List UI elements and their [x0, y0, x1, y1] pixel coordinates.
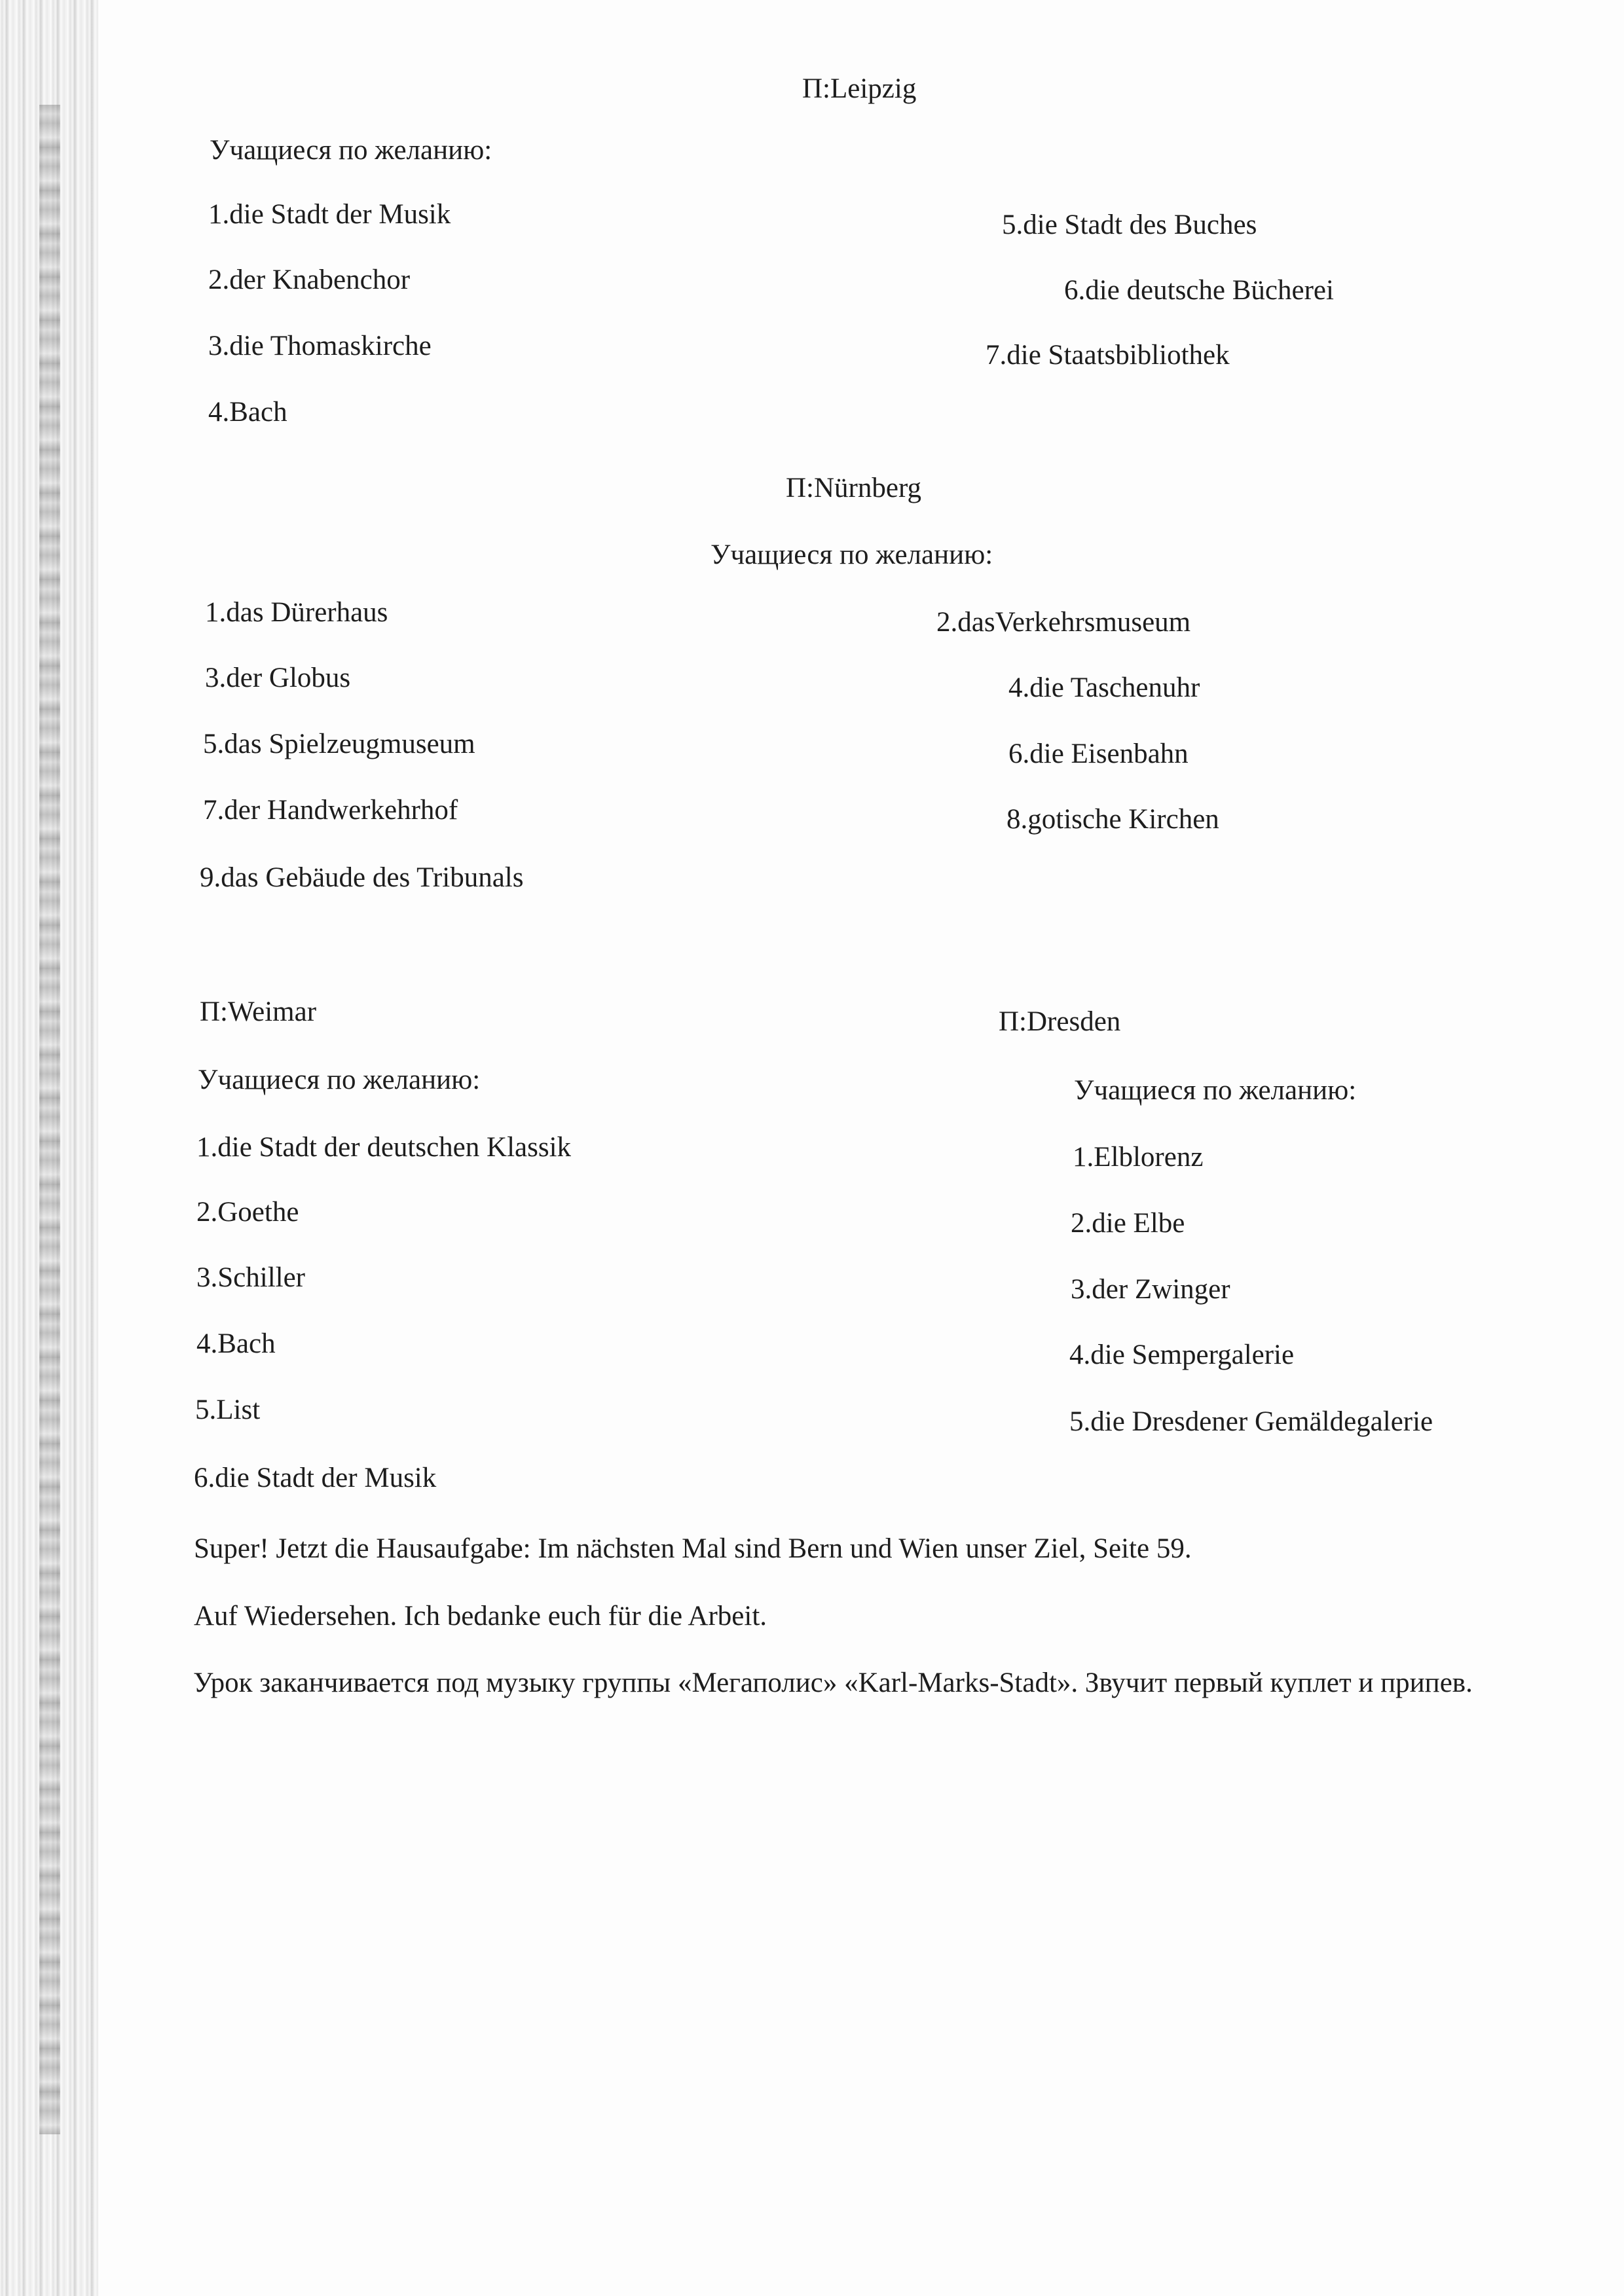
leipzig-item-5: 5.die Stadt des Buches [1002, 210, 1257, 240]
leipzig-item-4: 4.Bach [208, 397, 287, 428]
leipzig-item-2: 2.der Knabenchor [208, 264, 411, 295]
scan-edge-streak [39, 105, 60, 2134]
music-note-paragraph: Урок заканчивается под музыку группы «Мегаполис» «Karl-Marks-Stadt». Звучит первый куплет и припев. [193, 1667, 1473, 1698]
nuernberg-item-5: 5.das Spielzeugmuseum [203, 729, 475, 759]
nuernberg-item-7: 7.der Handwerkehrhof [203, 795, 458, 826]
weimar-item-2: 2.Goethe [196, 1197, 299, 1228]
dresden-title: П:Dresden [999, 1006, 1121, 1037]
nuernberg-item-9: 9.das Gebäude des Tribunals [200, 862, 524, 893]
nuernberg-item-2: 2.dasVerkehrsmuseum [936, 607, 1191, 638]
farewell-text: Auf Wiedersehen. Ich bedanke euch für die Arbeit. [194, 1601, 767, 1631]
leipzig-students-label: Учащиеся по желанию: [210, 135, 492, 166]
weimar-item-4: 4.Bach [196, 1328, 276, 1359]
leipzig-item-3: 3.die Thomaskirche [208, 331, 432, 361]
leipzig-title: П:Leipzig [802, 73, 917, 104]
weimar-students-label: Учащиеся по желанию: [198, 1065, 481, 1095]
weimar-item-5: 5.List [195, 1394, 261, 1425]
leipzig-item-1: 1.die Stadt der Musik [208, 199, 451, 230]
homework-text: Super! Jetzt die Hausaufgabe: Im nächsten Mal sind Bern und Wien unser Ziel, Seite 59. [194, 1533, 1192, 1564]
nuernberg-students-label: Учащиеся по желанию: [710, 539, 993, 570]
dresden-item-4: 4.die Sempergalerie [1069, 1339, 1295, 1370]
nuernberg-item-8: 8.gotische Kirchen [1006, 804, 1219, 835]
leipzig-item-6: 6.die deutsche Bücherei [1064, 275, 1334, 306]
weimar-title: П:Weimar [200, 996, 317, 1027]
nuernberg-item-1: 1.das Dürerhaus [205, 597, 388, 628]
dresden-students-label: Учащиеся по желанию: [1074, 1075, 1357, 1106]
nuernberg-item-6: 6.die Eisenbahn [1008, 738, 1189, 769]
nuernberg-title: П:Nürnberg [786, 473, 922, 503]
leipzig-item-7: 7.die Staatsbibliothek [986, 340, 1230, 371]
dresden-item-2: 2.die Elbe [1071, 1208, 1185, 1239]
dresden-item-1: 1.Elblorenz [1073, 1142, 1204, 1173]
weimar-item-1: 1.die Stadt der deutschen Klassik [196, 1132, 572, 1163]
nuernberg-item-4: 4.die Taschenuhr [1008, 672, 1200, 703]
dresden-item-5: 5.die Dresdener Gemäldegalerie [1069, 1406, 1433, 1437]
nuernberg-item-3: 3.der Globus [205, 663, 351, 693]
weimar-item-6: 6.die Stadt der Musik [194, 1463, 437, 1493]
weimar-item-3: 3.Schiller [196, 1262, 305, 1293]
dresden-item-3: 3.der Zwinger [1071, 1274, 1230, 1305]
